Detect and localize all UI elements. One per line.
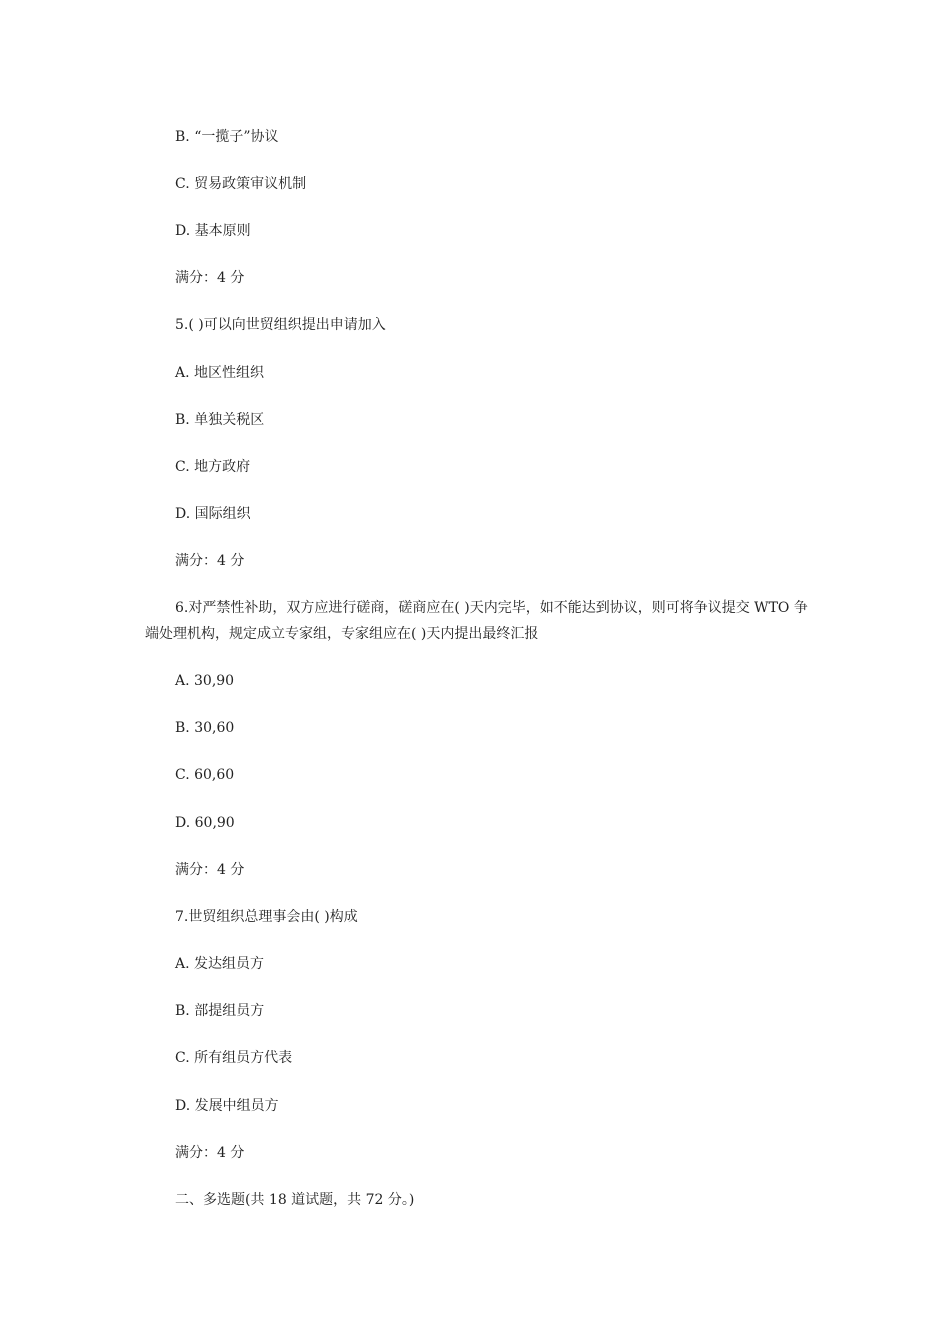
q4-option-c: C. 贸易政策审议机制	[175, 176, 307, 192]
q6-option-b: B. 30,60	[175, 720, 235, 736]
q6-option-a: A. 30,90	[175, 673, 235, 689]
q5-option-c: C. 地方政府	[175, 459, 251, 475]
q7-question: 7.世贸组织总理事会由( )构成	[175, 909, 358, 925]
q7-option-b: B. 部提组员方	[175, 1003, 265, 1019]
q5-option-a: A. 地区性组织	[175, 365, 265, 381]
section2-heading: 二、多选题(共 18 道试题，共 72 分。)	[175, 1192, 415, 1208]
q4-score: 满分：4 分	[175, 270, 245, 286]
q7-option-a: A. 发达组员方	[175, 956, 265, 972]
q5-option-b: B. 单独关税区	[175, 412, 265, 428]
q7-score: 满分：4 分	[175, 1145, 245, 1161]
q7-option-c: C. 所有组员方代表	[175, 1050, 293, 1066]
q5-score: 满分：4 分	[175, 553, 245, 569]
q6-option-c: C. 60,60	[175, 767, 235, 783]
q5-question: 5.( )可以向世贸组织提出申请加入	[175, 317, 386, 333]
q4-option-b: B. “一揽子”协议	[175, 129, 279, 145]
q6-score: 满分：4 分	[175, 862, 245, 878]
q6-question: 6.对严禁性补助，双方应进行磋商，磋商应在( )天内完毕，如不能达到协议，则可将争议提交 WTO 争端处理机构，规定成立专家组，专家组应在( )天内提出最终汇报	[145, 600, 808, 642]
q6-option-d: D. 60,90	[175, 815, 235, 831]
q4-option-d: D. 基本原则	[175, 223, 251, 239]
q5-option-d: D. 国际组织	[175, 506, 251, 522]
q7-option-d: D. 发展中组员方	[175, 1098, 279, 1114]
